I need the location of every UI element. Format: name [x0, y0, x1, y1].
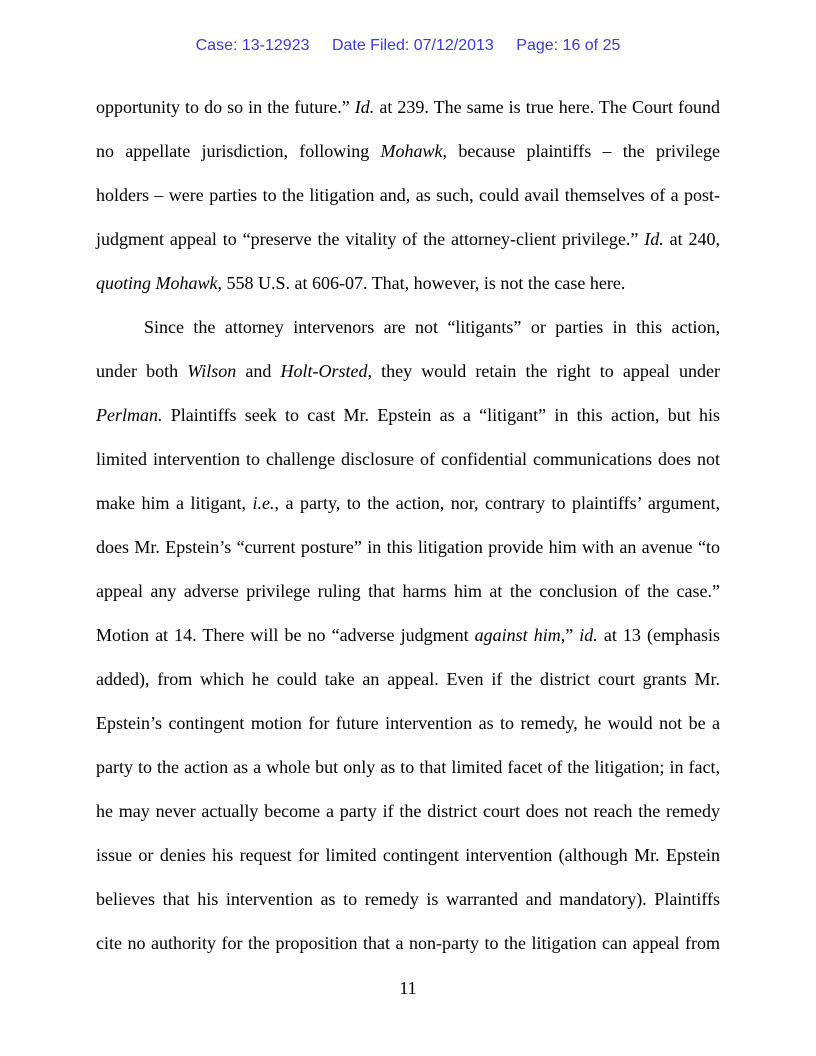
- body-line: [96, 800, 720, 822]
- text-run: and: [236, 361, 281, 381]
- page-indicator: Page: 16 of 25: [516, 37, 621, 54]
- text-run: make him a litigant,: [96, 493, 253, 513]
- italic-text: Id.: [644, 229, 664, 249]
- text-run: , because plaintiffs – the privilege: [442, 141, 720, 161]
- body-line: [96, 184, 720, 206]
- text-run: Since the attorney intervenors are not “litigants” or parties in this action,: [144, 317, 720, 337]
- italic-text: id.: [579, 625, 598, 645]
- body-line: [96, 492, 720, 514]
- italic-text: Mohawk: [380, 141, 443, 161]
- text-run: , a party, to the action, nor, contrary to plaintiffs’ argument,: [274, 493, 720, 513]
- body-line: [96, 580, 720, 602]
- body-line: [96, 272, 720, 294]
- body-line: [96, 888, 720, 910]
- text-run: , 558 U.S. at 606-07. That, however, is not the case here.: [217, 273, 626, 293]
- text-run: at 13 (emphasis: [597, 625, 720, 645]
- document-header: [0, 37, 816, 55]
- italic-text: Id.: [354, 97, 375, 117]
- date-filed: Date Filed: 07/12/2013: [331, 37, 494, 54]
- italic-text: Perlman.: [96, 405, 163, 425]
- italic-text: Wilson: [187, 361, 237, 381]
- page-number: 11: [399, 978, 417, 998]
- body-line: [96, 404, 720, 426]
- body-line: [144, 316, 720, 338]
- italic-text: i.e.: [252, 493, 275, 513]
- text-run: at 239. The same is true here. The Court found: [374, 97, 720, 117]
- italic-text: quoting Mohawk: [96, 273, 218, 293]
- text-run: under both: [96, 361, 188, 381]
- text-run: does Mr. Epstein’s “current posture” in this litigation provide him with an avenue “to: [96, 537, 720, 557]
- text-run: Motion at 14. There will be no “adverse judgment: [96, 625, 475, 645]
- body-line: [96, 624, 720, 646]
- text-run: issue or denies his request for limited contingent intervention (although Mr. Epstein: [96, 845, 720, 865]
- body-line: [96, 668, 720, 690]
- text-run: ,”: [560, 625, 580, 645]
- text-run: at 240,: [663, 229, 720, 249]
- case-number: Case: 13-12923: [195, 37, 310, 54]
- text-run: judgment appeal to “preserve the vitality of the attorney-client privilege.”: [96, 229, 645, 249]
- body-line: [96, 96, 720, 118]
- text-run: opportunity to do so in the future.”: [96, 97, 355, 117]
- text-run: Plaintiffs seek to cast Mr. Epstein as a “litigant” in this action, but his: [162, 405, 720, 425]
- text-run: he may never actually become a party if the district court does not reach the remedy: [96, 801, 720, 821]
- body-line: [96, 140, 720, 162]
- body-line: [96, 844, 720, 866]
- text-run: limited intervention to challenge disclosure of confidential communications does not: [96, 449, 720, 469]
- text-run: no appellate jurisdiction, following: [96, 141, 381, 161]
- italic-text: against him: [474, 625, 561, 645]
- body-line: [96, 932, 720, 954]
- italic-text: Holt-Orsted: [280, 361, 368, 381]
- body-line: [96, 360, 720, 382]
- text-run: holders – were parties to the litigation and, as such, could avail themselves of a post-: [96, 185, 720, 205]
- text-run: , they would retain the right to appeal under: [367, 361, 720, 381]
- body-line: [96, 536, 720, 558]
- text-run: party to the action as a whole but only as to that limited facet of the litigation; in fact,: [96, 757, 720, 777]
- text-run: believes that his intervention as to remedy is warranted and mandatory). Plaintiffs: [96, 889, 720, 909]
- text-run: Epstein’s contingent motion for future intervention as to remedy, he would not be a: [96, 713, 720, 733]
- text-run: cite no authority for the proposition that a non-party to the litigation can appeal from: [96, 933, 720, 953]
- body-line: [96, 712, 720, 734]
- body-line: [96, 228, 720, 250]
- text-run: appeal any adverse privilege ruling that harms him at the conclusion of the case.”: [96, 581, 720, 601]
- body-line: [96, 756, 720, 778]
- text-run: added), from which he could take an appeal. Even if the district court grants Mr.: [96, 669, 720, 689]
- body-line: [96, 448, 720, 470]
